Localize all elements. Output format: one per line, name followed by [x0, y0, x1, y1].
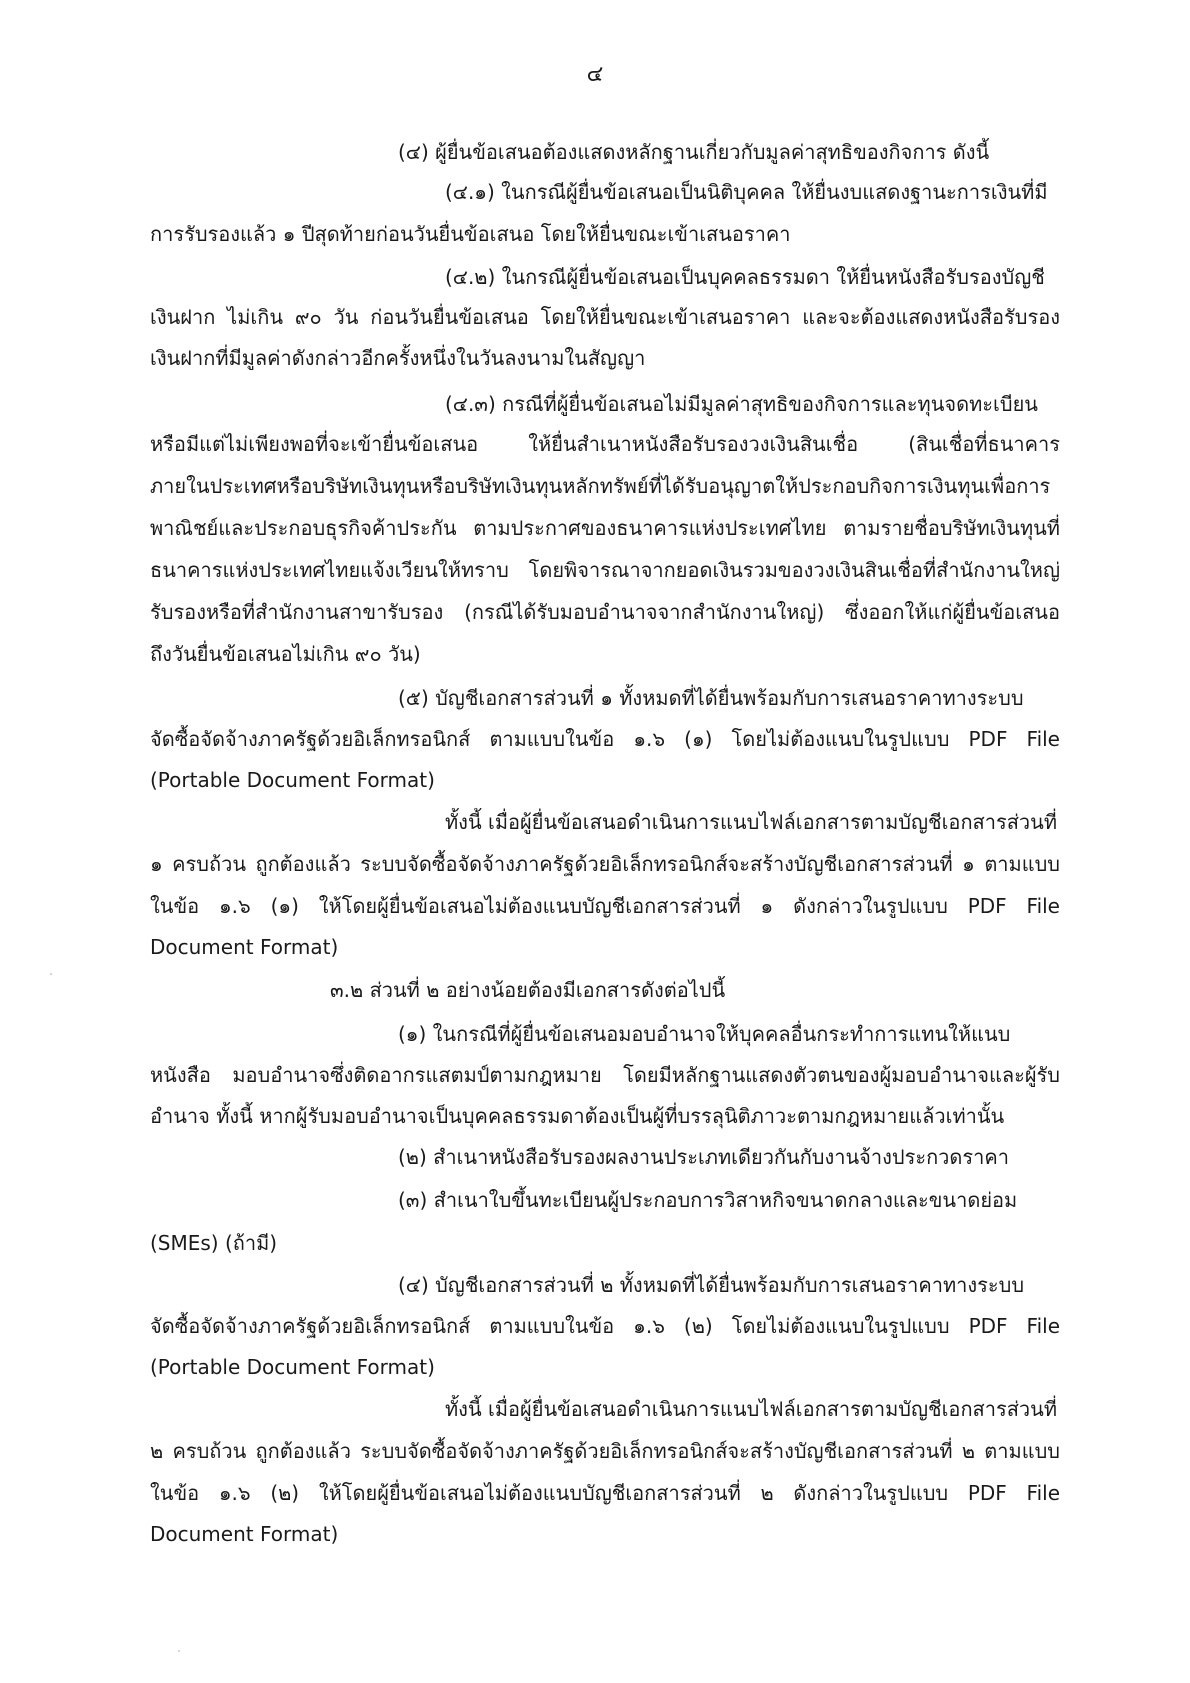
note-2-line: ในข้อ ๑.๖ (๒) ให้โดยผู้ยื่นข้อเสนอไม่ต้องแนบบัญชีเอกสารส่วนที่ ๒ ดังกล่าวในรูปแบบ PDF File: [150, 1481, 1060, 1505]
item-4-heading: (๔) ผู้ยื่นข้อเสนอต้องแสดงหลักฐานเกี่ยวกับมูลค่าสุทธิของกิจการ ดังนี้: [398, 140, 990, 164]
item-4-3-last-line: ถึงวันยื่นข้อเสนอไม่เกิน ๙๐ วัน): [150, 642, 421, 666]
part2-item-1-line: หนังสือ มอบอำนาจซึ่งติดอากรแสตมป์ตามกฎหมาย โดยมีหลักฐานแสดงตัวตนของผู้มอบอำนาจและผู้รับ: [150, 1063, 1060, 1087]
item-4-3-line: พาณิชย์และประกอบธุรกิจค้าประกัน ตามประกาศของธนาคารแห่งประเทศไทย ตามรายชื่อบริษัทเงินทุนที่: [150, 516, 1060, 540]
item-4-3-line: หรือมีแต่ไม่เพียงพอที่จะเข้ายื่นข้อเสนอ ให้ยื่นสำเนาหนังสือรับรองวงเงินสินเชื่อ (สินเชื่อที่ธนาคาร: [150, 432, 1060, 456]
item-4-2-line: เงินฝาก ไม่เกิน ๙๐ วัน ก่อนวันยื่นข้อเสนอ โดยให้ยื่นขณะเข้าเสนอราคา และจะต้องแสดงหนังสือรับรอง: [150, 305, 1060, 329]
item-4-3-first-line: (๔.๓) กรณีที่ผู้ยื่นข้อเสนอไม่มีมูลค่าสุทธิของกิจการและทุนจดทะเบียน: [445, 392, 1038, 416]
part2-item-1-last-line: อำนาจ ทั้งนี้ หากผู้รับมอบอำนาจเป็นบุคคลธรรมดาต้องเป็นผู้ที่บรรลุนิติภาวะตามกฎหมายแล้วเท่านั้น: [150, 1104, 1005, 1128]
note-2-last-line: Document Format): [150, 1522, 339, 1546]
item-5-last-line: (Portable Document Format): [150, 768, 435, 792]
item-4-2-last-line: เงินฝากที่มีมูลค่าดังกล่าวอีกครั้งหนึ่งในวันลงนามในสัญญา: [150, 346, 646, 370]
note-1-line: ในข้อ ๑.๖ (๑) ให้โดยผู้ยื่นข้อเสนอไม่ต้องแนบบัญชีเอกสารส่วนที่ ๑ ดังกล่าวในรูปแบบ PDF File: [150, 894, 1060, 918]
item-4-1-first-line: (๔.๑) ในกรณีผู้ยื่นข้อเสนอเป็นนิติบุคคล ให้ยื่นงบแสดงฐานะการเงินที่มี: [445, 180, 1048, 204]
item-4-3-line: ธนาคารแห่งประเทศไทยแจ้งเวียนให้ทราบ โดยพิจารณาจากยอดเงินรวมของวงเงินสินเชื่อที่สำนักงานใหญ่: [150, 558, 1060, 582]
item-5-line: จัดซื้อจัดจ้างภาครัฐด้วยอิเล็กทรอนิกส์ ตามแบบในข้อ ๑.๖ (๑) โดยไม่ต้องแนบในรูปแบบ PDF File: [150, 727, 1060, 751]
note-1-first-line: ทั้งนี้ เมื่อผู้ยื่นข้อเสนอดำเนินการแนบไฟล์เอกสารตามบัญชีเอกสารส่วนที่: [445, 810, 1058, 834]
part2-item-4-last-line: (Portable Document Format): [150, 1355, 435, 1379]
page-number: ๔: [586, 62, 604, 87]
part2-item-3-first-line: (๓) สำเนาใบขึ้นทะเบียนผู้ประกอบการวิสาหกิจขนาดกลางและขนาดย่อม: [398, 1188, 1018, 1212]
item-4-1-last-line: การรับรองแล้ว ๑ ปีสุดท้ายก่อนวันยื่นข้อเสนอ โดยให้ยื่นขณะเข้าเสนอราคา: [150, 222, 791, 246]
section-3-2-heading: ๓.๒ ส่วนที่ ๒ อย่างน้อยต้องมีเอกสารดังต่อไปนี้: [330, 978, 726, 1002]
item-4-3-line: ภายในประเทศหรือบริษัทเงินทุนหรือบริษัทเงินทุนหลักทรัพย์ที่ได้รับอนุญาตให้ประกอบกิจการเงินทุนเพื่อการ: [150, 474, 1051, 498]
note-1-last-line: Document Format): [150, 935, 339, 959]
item-4-2-first-line: (๔.๒) ในกรณีผู้ยื่นข้อเสนอเป็นบุคคลธรรมดา ให้ยื่นหนังสือรับรองบัญชี: [445, 265, 1045, 289]
scan-speck: [50, 973, 52, 975]
note-1-line: ๑ ครบถ้วน ถูกต้องแล้ว ระบบจัดซื้อจัดจ้างภาครัฐด้วยอิเล็กทรอนิกส์จะสร้างบัญชีเอกสารส่วนที่ ๑ ตามแบบ: [150, 852, 1060, 876]
note-2-first-line: ทั้งนี้ เมื่อผู้ยื่นข้อเสนอดำเนินการแนบไฟล์เอกสารตามบัญชีเอกสารส่วนที่: [445, 1397, 1058, 1421]
scan-speck: [178, 1650, 180, 1652]
part2-item-3-last-line: (SMEs) (ถ้ามี): [150, 1231, 278, 1255]
part2-item-4-first-line: (๔) บัญชีเอกสารส่วนที่ ๒ ทั้งหมดที่ได้ยื่นพร้อมกับการเสนอราคาทางระบบ: [398, 1273, 1025, 1297]
item-5-first-line: (๕) บัญชีเอกสารส่วนที่ ๑ ทั้งหมดที่ได้ยื่นพร้อมกับการเสนอราคาทางระบบ: [398, 686, 1024, 710]
part2-item-2: (๒) สำเนาหนังสือรับรองผลงานประเภทเดียวกันกับงานจ้างประกวดราคา: [398, 1145, 1009, 1169]
part2-item-1-first-line: (๑) ในกรณีที่ผู้ยื่นข้อเสนอมอบอำนาจให้บุคคลอื่นกระทำการแทนให้แนบ: [398, 1022, 1011, 1046]
note-2-line: ๒ ครบถ้วน ถูกต้องแล้ว ระบบจัดซื้อจัดจ้างภาครัฐด้วยอิเล็กทรอนิกส์จะสร้างบัญชีเอกสารส่วนที่ ๒ ตามแบบ: [150, 1439, 1060, 1463]
part2-item-4-line: จัดซื้อจัดจ้างภาครัฐด้วยอิเล็กทรอนิกส์ ตามแบบในข้อ ๑.๖ (๒) โดยไม่ต้องแนบในรูปแบบ PDF File: [150, 1314, 1060, 1338]
item-4-3-line: รับรองหรือที่สำนักงานสาขารับรอง (กรณีได้รับมอบอำนาจจากสำนักงานใหญ่) ซึ่งออกให้แก่ผู้ยื่นข้อเสนอ: [150, 600, 1060, 624]
